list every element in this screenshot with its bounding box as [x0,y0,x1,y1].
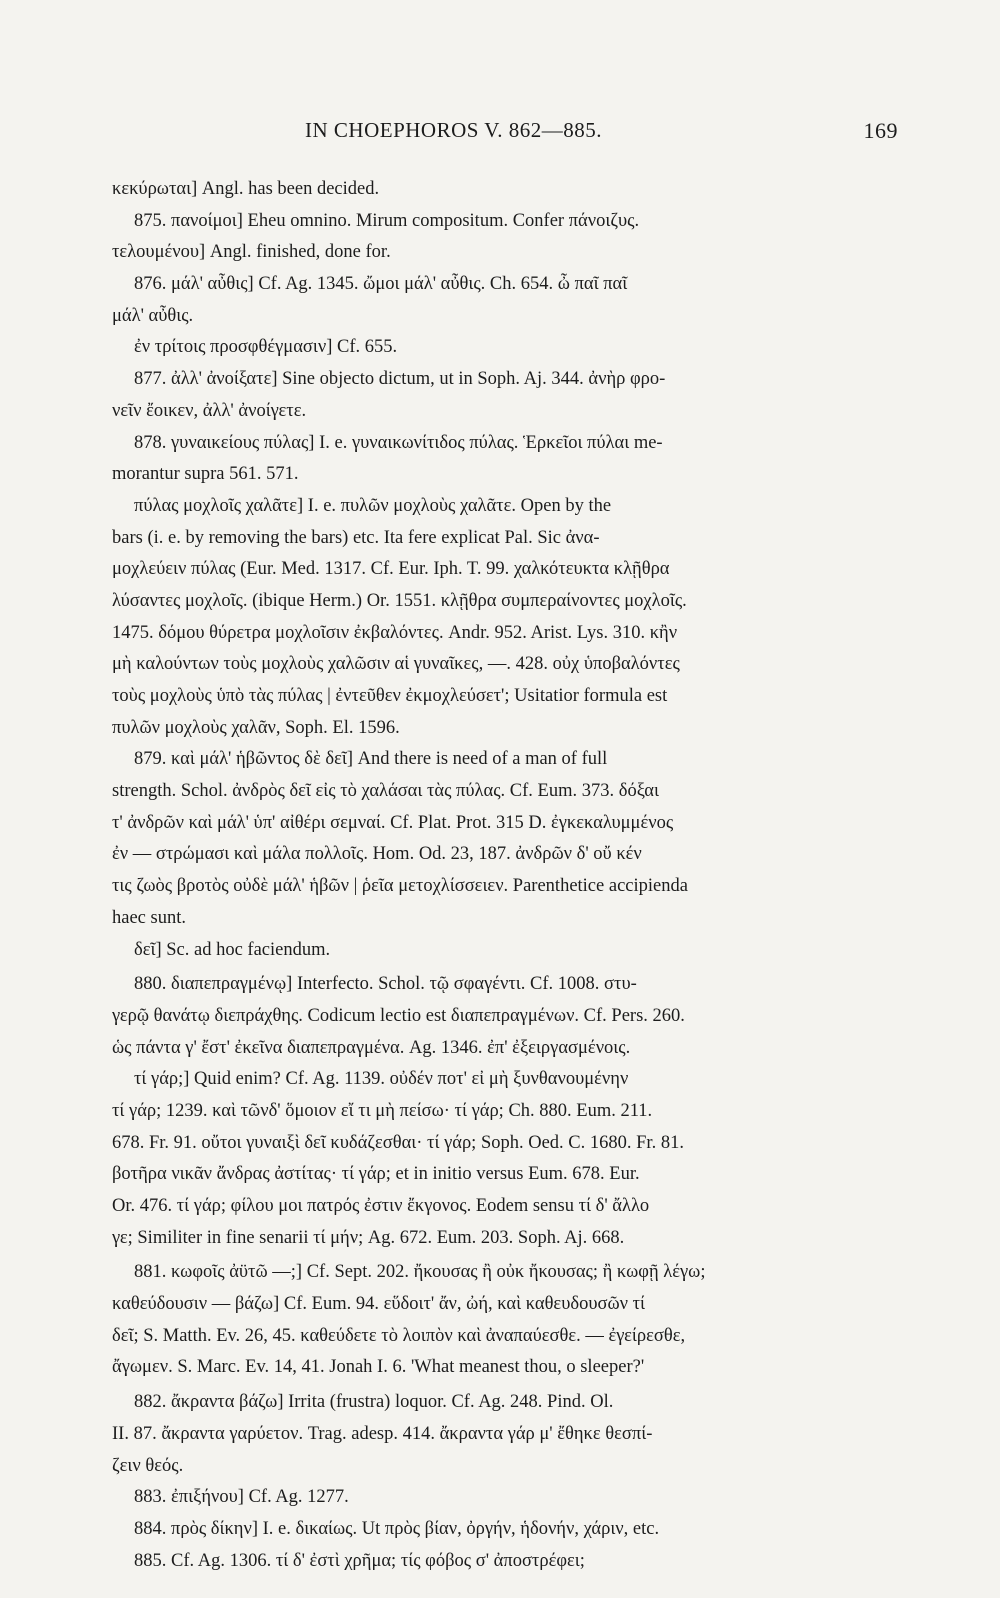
text-line: τ' ἀνδρῶν καὶ μάλ' ὑπ' αἰθέρι σεμναί. Cf. Plat. Prot. 315 D. ἐγκεκαλυμμένος [112,812,674,833]
text-line: 877. ἀλλ' ἀνοίξατε] Sine objecto dictum, ut in Soph. Aj. 344. ἀνὴρ φρο- [134,369,666,390]
text-line: ἄγωμεν. S. Marc. Ev. 14, 41. Jonah I. 6. 'What meanest thou, o sleeper?' [112,1357,645,1378]
text-line: δεῖ] Sc. ad hoc faciendum. [134,939,331,960]
text-line: 876. μάλ' αὖθις] Cf. Ag. 1345. ὤμοι μάλ' αὖθις. Ch. 654. ὦ παῖ παῖ [134,274,628,295]
text-line: λύσαντες μοχλοῖς. (ibique Herm.) Or. 1551. κλῇθρα συμπεραίνοντες μοχλοῖς. [112,590,687,611]
page-number: 169 [863,118,898,143]
text-line: strength. Schol. ἀνδρὸς δεῖ εἰς τὸ χαλάσαι τὰς πύλας. Cf. Eum. 373. δόξαι [112,781,659,802]
text-line: τοὺς μοχλοὺς ὑπὸ τὰς πύλας | ἐντεῦθεν ἐκμοχλεύσετ'; Usitatior formula est [112,686,668,706]
text-line: 883. ἐπιξήνου] Cf. Ag. 1277. [134,1487,349,1508]
text-line: 678. Fr. 91. οὔτοι γυναιξὶ δεῖ κυδάζεσθαι· τί γάρ; Soph. Oed. C. 1680. Fr. 81. [112,1132,684,1153]
text-line: ὡς πάντα γ' ἔστ' ἐκεῖνα διαπεπραγμένα. Ag. 1346. ἐπ' ἐξειργασμένοις. [112,1037,631,1058]
text-line: ἐν — στρώμασι καὶ μάλα πολλοῖς. Hom. Od. 23, 187. ἀνδρῶν δ' οὔ κέν [112,844,642,865]
text-line: πύλας μοχλοῖς χαλᾶτε] I. e. πυλῶν μοχλοὺς χαλᾶτε. Open by the [134,495,612,516]
text-line: 875. πανοίμοι] Eheu omnino. Mirum compositum. Confer πάνοιζυς. [134,210,640,231]
text-line: γερῷ θανάτῳ διεπράχθης. Codicum lectio est διαπεπραγμένων. Cf. Pers. 260. [112,1005,685,1026]
text-line: βοτῆρα νικᾶν ἄνδρας ἀστίτας· τί γάρ; et in initio versus Eum. 678. Eur. [112,1164,640,1185]
text-line: 880. διαπεπραγμένῳ] Interfecto. Schol. τῷ σφαγέντι. Cf. 1008. στυ- [134,974,637,995]
page-header [305,118,898,144]
running-title: IN CHOEPHOROS V. 862—885. [305,118,603,142]
text-line: 884. πρὸς δίκην] I. e. δικαίως. Ut πρὸς βίαν, ὀργήν, ἡδονήν, χάριν, etc. [134,1518,660,1539]
text-line: 879. καὶ μάλ' ἡβῶντος δὲ δεῖ] And there is need of a man of full [134,749,608,770]
text-line: μάλ' αὖθις. [112,305,194,326]
text-line: 881. κωφοῖς ἀϋτῶ —;] Cf. Sept. 202. ἤκουσας ἢ οὐκ ἤκουσας; ἢ κωφῇ λέγω; [134,1262,706,1283]
text-line: δεῖ; S. Matth. Ev. 26, 45. καθεύδετε τὸ λοιπὸν καὶ ἀναπαύεσθε. — ἐγείρεσθε, [112,1325,686,1346]
text-line: Or. 476. τί γάρ; φίλου μοι πατρός ἐστιν ἔκγονος. Eodem sensu τί δ' ἄλλο [112,1196,650,1216]
text-line: II. 87. ἄκραντα γαρύετον. Trag. adesp. 414. ἄκραντα γάρ μ' ἔθηκε θεσπί- [112,1423,653,1444]
commentary-text [112,174,902,1577]
text-line: μὴ καλούντων τοὺς μοχλοὺς χαλῶσιν αἱ γυναῖκες, —. 428. οὐχ ὑποβαλόντες [112,654,680,675]
text-line: 882. ἄκραντα βάζω] Irrita (frustra) loquor. Cf. Ag. 248. Pind. Ol. [134,1392,614,1413]
text-line: νεῖν ἔοικεν, ἀλλ' ἀνοίγετε. [112,400,307,421]
text-line: τελουμένου] Angl. finished, done for. [112,242,391,263]
text-line: 1475. δόμου θύρετρα μοχλοῖσιν ἐκβαλόντες. Andr. 952. Arist. Lys. 310. κἢν [112,622,678,643]
text-line: καθεύδουσιν — βάζω] Cf. Eum. 94. εὕδοιτ' ἄν, ὠή, καὶ καθευδουσῶν τί [112,1294,646,1315]
text-line: πυλῶν μοχλοὺς χαλᾶν, Soph. El. 1596. [112,717,400,738]
text-line: bars (i. e. by removing the bars) etc. Ita fere explicat Pal. Sic ἀνα- [112,527,600,548]
text-line: haec sunt. [112,907,186,928]
text-line: τί γάρ; 1239. καὶ τῶνδ' ὅμοιον εἴ τι μὴ πείσω· τί γάρ; Ch. 880. Eum. 211. [112,1100,653,1121]
text-line: κεκύρωται] Angl. has been decided. [112,179,380,199]
text-line: 878. γυναικείους πύλας] I. e. γυναικωνίτιδος πύλας. Ἑρκεῖοι πύλαι me- [134,432,663,453]
text-line: ἐν τρίτοις προσφθέγμασιν] Cf. 655. [134,337,398,358]
text-line: τί γάρ;] Quid enim? Cf. Ag. 1139. οὐδέν ποτ' εἰ μὴ ξυνθανουμένην [134,1069,629,1090]
text-line: τις ζωὸς βροτὸς οὐδὲ μάλ' ἡβῶν | ῥεῖα μετοχλίσσειεν. Parenthetice accipienda [112,876,688,897]
text-line: ζειν θεός. [112,1455,184,1476]
text-line: 885. Cf. Ag. 1306. τί δ' ἐστὶ χρῆμα; τίς φόβος σ' ἀποστρέφει; [134,1550,585,1571]
text-line: γε; Similiter in fine senarii τί μήν; Ag. 672. Eum. 203. Soph. Aj. 668. [112,1227,625,1248]
text-line: morantur supra 561. 571. [112,464,299,485]
text-line: μοχλεύειν πύλας (Eur. Med. 1317. Cf. Eur. Iph. T. 99. χαλκότευκτα κλῇθρα [112,559,670,580]
